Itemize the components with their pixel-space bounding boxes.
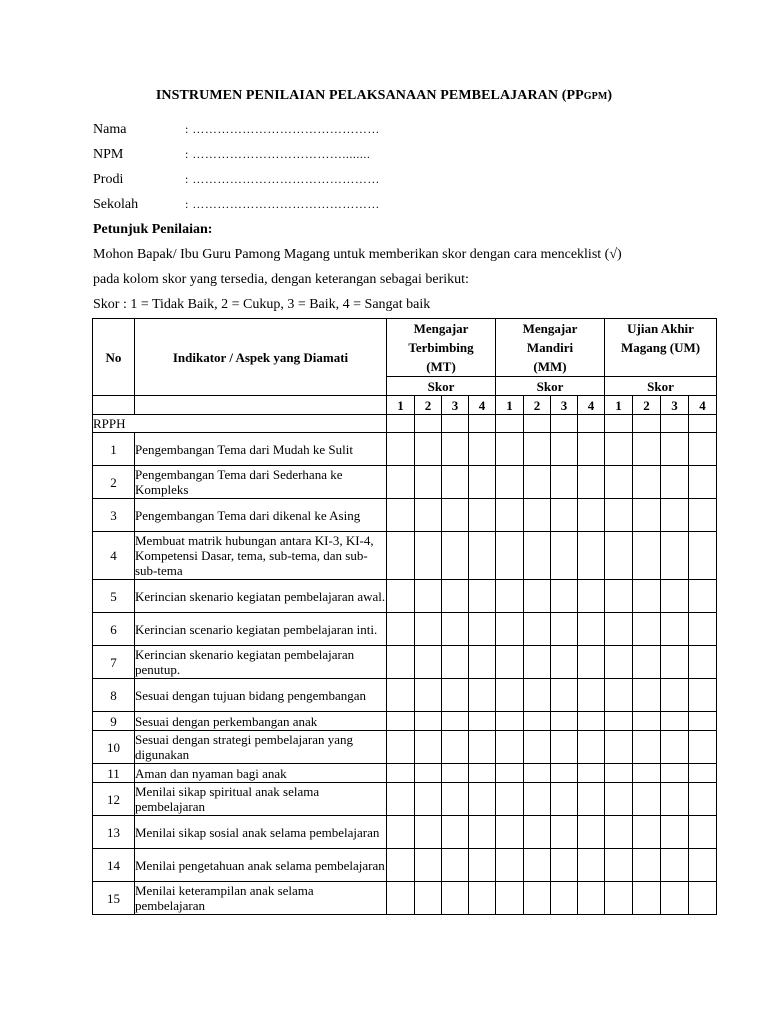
row-number: 13 [93,816,135,849]
petunjuk-heading: Petunjuk Penilaian: [93,222,213,237]
document-title [0,88,768,104]
table-row [93,580,717,613]
group-line: (MM) [533,359,567,374]
score-cell[interactable] [689,580,717,613]
scale-label: 4 [689,396,717,415]
header-group-mm [496,319,605,377]
score-cell[interactable] [469,816,496,849]
header-group-um [605,319,717,377]
score-cell[interactable] [633,466,661,499]
score-cell[interactable] [442,849,469,882]
row-number: 11 [93,764,135,783]
score-cell[interactable] [633,849,661,882]
score-cell[interactable] [605,849,633,882]
table-row [93,882,717,915]
score-cell[interactable] [551,646,578,679]
score-cell[interactable] [605,580,633,613]
field-label: NPM [93,147,124,162]
score-cell[interactable] [524,532,551,580]
score-cell[interactable] [578,679,605,712]
title-main: INSTRUMEN PENILAIAN PELAKSANAAN PEMBELAJARAN (PP [155,88,584,103]
scale-label: 4 [578,396,605,415]
score-cell[interactable] [551,580,578,613]
score-cell[interactable] [551,499,578,532]
indicator-text: Sesuai dengan strategi pembelajaran yang digunakan [135,731,387,764]
scale-label: 1 [387,396,415,415]
table-row [93,783,717,816]
field-dots: : ………………………………........ [185,147,371,161]
score-cell[interactable] [415,433,442,466]
score-cell[interactable] [387,679,415,712]
row-number: 6 [93,613,135,646]
score-cell[interactable] [524,466,551,499]
score-cell[interactable] [689,415,717,433]
score-cell[interactable] [633,499,661,532]
field-nama[interactable] [93,122,380,138]
score-cell[interactable] [661,532,689,580]
score-cell[interactable] [578,783,605,816]
score-cell[interactable] [578,580,605,613]
indicator-text: Menilai pengetahuan anak selama pembelajaran [135,849,387,882]
score-cell[interactable] [415,646,442,679]
score-cell[interactable] [689,679,717,712]
score-cell[interactable] [578,433,605,466]
score-cell[interactable] [633,532,661,580]
score-cell[interactable] [469,646,496,679]
score-cell[interactable] [605,415,633,433]
score-cell[interactable] [605,679,633,712]
scale-label: 2 [415,396,442,415]
score-cell[interactable] [387,532,415,580]
score-cell[interactable] [387,764,415,783]
score-cell[interactable] [578,712,605,731]
score-cell[interactable] [496,613,524,646]
score-cell[interactable] [415,415,442,433]
table-row [93,646,717,679]
group-line: (MT) [426,359,456,374]
score-cell[interactable] [496,415,524,433]
score-cell[interactable] [578,816,605,849]
score-cell[interactable] [633,731,661,764]
scale-label: 2 [524,396,551,415]
score-cell[interactable] [551,816,578,849]
table-row [93,499,717,532]
score-cell[interactable] [633,646,661,679]
score-cell[interactable] [442,816,469,849]
score-cell[interactable] [387,433,415,466]
score-cell[interactable] [578,613,605,646]
score-cell[interactable] [551,433,578,466]
score-cell[interactable] [578,499,605,532]
field-dots: : ……………………………………… [185,122,380,136]
score-cell[interactable] [551,415,578,433]
score-cell[interactable] [387,613,415,646]
score-cell[interactable] [689,433,717,466]
score-cell[interactable] [605,764,633,783]
score-cell[interactable] [469,712,496,731]
scale-label: 3 [661,396,689,415]
score-cell[interactable] [387,499,415,532]
score-cell[interactable] [605,712,633,731]
row-number: 10 [93,731,135,764]
field-label: Nama [93,122,127,137]
score-cell[interactable] [387,731,415,764]
score-cell[interactable] [469,731,496,764]
score-cell[interactable] [469,415,496,433]
score-cell[interactable] [605,466,633,499]
instruction-line-1: Mohon Bapak/ Ibu Guru Pamong Magang untuk memberikan skor dengan cara menceklist (√) [93,247,622,262]
indicator-text: Pengembangan Tema dari Mudah ke Sulit [135,433,387,466]
score-cell[interactable] [415,613,442,646]
score-cell[interactable] [661,499,689,532]
score-cell[interactable] [689,849,717,882]
score-cell[interactable] [605,783,633,816]
score-cell[interactable] [578,466,605,499]
table-row [93,816,717,849]
score-cell[interactable] [469,433,496,466]
score-cell[interactable] [661,679,689,712]
score-cell[interactable] [633,882,661,915]
scale-label: 1 [605,396,633,415]
section-rpph: RPPH [93,415,387,433]
score-cell[interactable] [415,532,442,580]
table-row [93,679,717,712]
score-cell[interactable] [661,731,689,764]
row-number: 1 [93,433,135,466]
score-cell[interactable] [442,499,469,532]
table-row [93,613,717,646]
instruction-line-2: pada kolom skor yang tersedia, dengan keterangan sebagai berikut: [93,272,469,287]
score-cell[interactable] [633,613,661,646]
score-cell[interactable] [387,882,415,915]
score-cell[interactable] [469,783,496,816]
row-number: 14 [93,849,135,882]
score-cell[interactable] [496,731,524,764]
score-cell[interactable] [605,646,633,679]
score-cell[interactable] [442,433,469,466]
score-cell[interactable] [524,816,551,849]
score-cell[interactable] [578,415,605,433]
indicator-text: Kerincian skenario kegiatan pembelajaran penutup. [135,646,387,679]
row-number: 4 [93,532,135,580]
score-cell[interactable] [496,679,524,712]
score-cell[interactable] [387,783,415,816]
score-cell[interactable] [496,783,524,816]
table-row [93,466,717,499]
score-cell[interactable] [469,466,496,499]
score-cell[interactable] [496,816,524,849]
score-cell[interactable] [578,764,605,783]
indicator-text: Sesuai dengan tujuan bidang pengembangan [135,679,387,712]
score-cell[interactable] [415,783,442,816]
score-cell[interactable] [661,613,689,646]
score-cell[interactable] [661,882,689,915]
score-cell[interactable] [661,580,689,613]
assessment-table [92,318,717,915]
score-cell[interactable] [689,466,717,499]
score-cell[interactable] [524,783,551,816]
score-cell[interactable] [415,580,442,613]
score-cell[interactable] [633,712,661,731]
score-cell[interactable] [415,764,442,783]
score-cell[interactable] [442,415,469,433]
field-label: Sekolah [93,197,139,212]
score-cell[interactable] [415,849,442,882]
score-cell[interactable] [524,882,551,915]
indicator-text: Menilai keterampilan anak selama pembelajaran [135,882,387,915]
row-number: 7 [93,646,135,679]
score-cell[interactable] [689,646,717,679]
score-cell[interactable] [689,783,717,816]
indicator-text: Pengembangan Tema dari Sederhana ke Kompleks [135,466,387,499]
score-cell[interactable] [633,764,661,783]
scale-label: 3 [551,396,578,415]
row-number: 3 [93,499,135,532]
score-cell[interactable] [578,731,605,764]
score-cell[interactable] [524,415,551,433]
score-cell[interactable] [689,882,717,915]
score-cell[interactable] [524,499,551,532]
score-cell[interactable] [524,580,551,613]
score-cell[interactable] [415,466,442,499]
indicator-text: Kerincian scenario kegiatan pembelajaran inti. [135,613,387,646]
row-number: 15 [93,882,135,915]
score-cell[interactable] [442,783,469,816]
table-row [93,433,717,466]
score-cell[interactable] [578,882,605,915]
indicator-text: Kerincian skenario kegiatan pembelajaran awal. [135,580,387,613]
score-cell[interactable] [524,712,551,731]
score-cell[interactable] [551,849,578,882]
score-cell[interactable] [524,613,551,646]
row-number: 2 [93,466,135,499]
score-cell[interactable] [442,731,469,764]
score-cell[interactable] [551,731,578,764]
row-number: 9 [93,712,135,731]
score-cell[interactable] [387,849,415,882]
score-cell[interactable] [689,764,717,783]
field-npm[interactable] [93,147,370,163]
score-cell[interactable] [387,466,415,499]
score-cell[interactable] [442,882,469,915]
score-cell[interactable] [496,532,524,580]
table-row [93,849,717,882]
score-cell[interactable] [633,679,661,712]
score-cell[interactable] [442,646,469,679]
score-cell[interactable] [387,646,415,679]
score-cell[interactable] [551,613,578,646]
score-cell[interactable] [551,712,578,731]
skor-header: Skor [605,377,717,396]
field-prodi[interactable] [93,172,380,188]
header-indicator: Indikator / Aspek yang Diamati [135,319,387,396]
score-cell[interactable] [469,849,496,882]
score-cell[interactable] [387,816,415,849]
score-cell[interactable] [661,764,689,783]
score-cell[interactable] [551,679,578,712]
score-cell[interactable] [605,499,633,532]
score-cell[interactable] [524,679,551,712]
score-cell[interactable] [633,783,661,816]
score-cell[interactable] [415,499,442,532]
score-cell[interactable] [442,613,469,646]
score-cell[interactable] [661,646,689,679]
group-line: Ujian Akhir [627,321,694,336]
score-cell[interactable] [496,849,524,882]
title-close: ) [607,88,613,103]
header-no: No [93,319,135,396]
score-cell[interactable] [442,580,469,613]
score-cell[interactable] [524,764,551,783]
score-cell[interactable] [442,532,469,580]
score-cell[interactable] [524,646,551,679]
score-cell[interactable] [633,415,661,433]
score-cell[interactable] [633,816,661,849]
skor-header: Skor [387,377,496,396]
score-cell[interactable] [661,433,689,466]
field-dots: : ……………………………………… [185,197,380,211]
score-cell[interactable] [469,580,496,613]
score-cell[interactable] [524,849,551,882]
score-cell[interactable] [496,646,524,679]
table-row [93,731,717,764]
score-cell[interactable] [469,882,496,915]
score-cell[interactable] [442,764,469,783]
score-cell[interactable] [551,532,578,580]
group-line: Mengajar [413,321,469,336]
scale-label: 2 [633,396,661,415]
skor-header: Skor [496,377,605,396]
score-cell[interactable] [633,433,661,466]
score-cell[interactable] [415,882,442,915]
row-number: 5 [93,580,135,613]
group-line: Terbimbing [408,340,474,355]
header-group-mt [387,319,496,377]
score-cell[interactable] [496,712,524,731]
score-cell[interactable] [689,731,717,764]
score-cell[interactable] [551,783,578,816]
row-number: 8 [93,679,135,712]
score-cell[interactable] [605,882,633,915]
field-sekolah[interactable] [93,197,380,213]
score-cell[interactable] [551,466,578,499]
score-cell[interactable] [442,679,469,712]
blank-cell [135,396,387,415]
score-cell[interactable] [633,580,661,613]
score-cell[interactable] [496,580,524,613]
score-cell[interactable] [415,816,442,849]
indicator-text: Membuat matrik hubungan antara KI-3, KI-4, Kompetensi Dasar, tema, sub-tema, dan sub-sub-tema [135,532,387,580]
score-cell[interactable] [689,532,717,580]
indicator-text: Pengembangan Tema dari dikenal ke Asing [135,499,387,532]
score-cell[interactable] [415,679,442,712]
score-cell[interactable] [415,712,442,731]
group-line: Mengajar [522,321,578,336]
indicator-text: Menilai sikap spiritual anak selama pembelajaran [135,783,387,816]
score-cell[interactable] [469,613,496,646]
scale-label: 3 [442,396,469,415]
scale-label: 1 [496,396,524,415]
scale-label: 4 [469,396,496,415]
score-cell[interactable] [605,816,633,849]
score-cell[interactable] [605,433,633,466]
score-cell[interactable] [496,433,524,466]
score-cell[interactable] [469,679,496,712]
instruction-line-3: Skor : 1 = Tidak Baik, 2 = Cukup, 3 = Baik, 4 = Sangat baik [93,297,431,312]
table-row [93,764,717,783]
score-cell[interactable] [605,532,633,580]
group-line: Magang (UM) [620,340,701,355]
score-cell[interactable] [661,783,689,816]
score-cell[interactable] [689,499,717,532]
score-cell[interactable] [551,764,578,783]
indicator-text: Sesuai dengan perkembangan anak [135,712,387,731]
score-cell[interactable] [605,731,633,764]
table-row [93,712,717,731]
score-cell[interactable] [661,712,689,731]
score-cell[interactable] [442,712,469,731]
field-dots: : ……………………………………… [185,172,380,186]
score-cell[interactable] [689,816,717,849]
table-row [93,532,717,580]
score-cell[interactable] [415,731,442,764]
group-line: Mandiri [526,340,574,355]
score-cell[interactable] [578,646,605,679]
indicator-text: Menilai sikap sosial anak selama pembelajaran [135,816,387,849]
score-cell[interactable] [469,532,496,580]
score-cell[interactable] [524,731,551,764]
score-cell[interactable] [661,816,689,849]
score-cell[interactable] [689,613,717,646]
score-cell[interactable] [469,499,496,532]
row-number: 12 [93,783,135,816]
score-cell[interactable] [387,580,415,613]
score-cell[interactable] [469,764,496,783]
score-cell[interactable] [524,433,551,466]
score-cell[interactable] [661,849,689,882]
score-cell[interactable] [387,712,415,731]
score-cell[interactable] [496,882,524,915]
score-cell[interactable] [605,613,633,646]
blank-cell [93,396,135,415]
score-cell[interactable] [496,499,524,532]
score-cell[interactable] [578,532,605,580]
score-cell[interactable] [551,882,578,915]
score-cell[interactable] [442,466,469,499]
score-cell[interactable] [578,849,605,882]
title-subscript: GPM [583,91,608,102]
field-label: Prodi [93,172,124,187]
score-cell[interactable] [689,712,717,731]
score-cell[interactable] [661,466,689,499]
indicator-text: Aman dan nyaman bagi anak [135,764,387,783]
score-cell[interactable] [661,415,689,433]
score-cell[interactable] [387,415,415,433]
score-cell[interactable] [496,764,524,783]
score-cell[interactable] [496,466,524,499]
